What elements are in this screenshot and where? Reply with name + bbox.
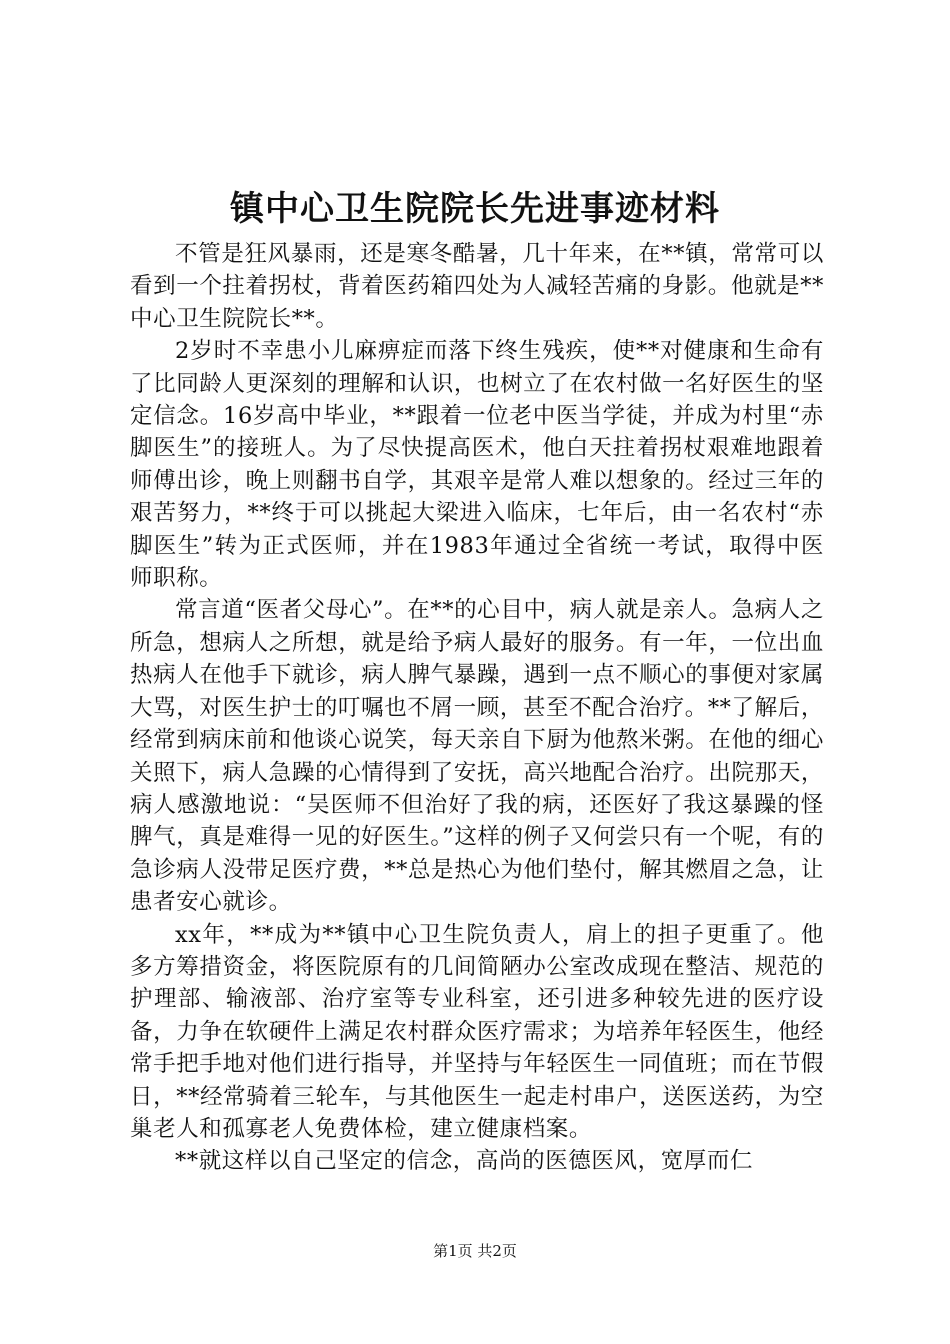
document-body — [130, 238, 824, 1178]
paragraph-conclusion: **就这样以自己坚定的信念，高尚的医德医风，宽厚而仁 — [175, 1148, 754, 1175]
page-footer: 第1页 共2页 — [433, 1242, 517, 1260]
paragraph-hospital-leadership: xx年，**成为**镇中心卫生院负责人，肩上的担子更重了。他多方筹措资金，将医院原有的几间简陋办公室改成现在整洁、规范的护理部、输液部、治疗室等专业科室，还引进多种较先进的医疗设备，力争在软硬件上满足农村群众医疗需求；为培养年轻医生，他经常手把手地对他们进行指导，并坚持与年轻医生一同值班；而在节假日，**经常骑着三轮车，与其他医生一起走村串户，送医送药，为空巢老人和孤寡老人免费体检，建立健康档案。 — [130, 921, 824, 1142]
document-title: 镇中心卫生院院长先进事迹材料 — [230, 189, 720, 229]
paragraph-intro: 不管是狂风暴雨，还是寒冬酷暑，几十年来，在**镇，常常可以看到一个拄着拐杖，背着医药箱四处为人减轻苦痛的身影。他就是**中心卫生院院长**。 — [130, 241, 824, 332]
paragraph-early-life: 2岁时不幸患小儿麻痹症而落下终生残疾，使**对健康和生命有了比同龄人更深刻的理解和认识，也树立了在农村做一名好医生的坚定信念。16岁高中毕业，**跟着一位老中医当学徒，并成为村里“赤脚医生”的接班人。为了尽快提高医术，他白天拄着拐杖艰难地跟着师傅出诊，晚上则翻书自学，其艰辛是常人难以想象的。经过三年的艰苦努力，**终于可以挑起大梁进入临床，七年后，由一名农村“赤脚医生”转为正式医师，并在1983年通过全省统一考试，取得中医师职称。 — [130, 338, 824, 592]
paragraph-patient-care: 常言道“医者父母心”。在**的心目中，病人就是亲人。急病人之所急，想病人之所想，就是给予病人最好的服务。有一年，一位出血热病人在他手下就诊，病人脾气暴躁，遇到一点不顺心的事便对家属大骂，对医生护士的叮嘱也不屑一顾，甚至不配合治疗。**了解后，经常到病床前和他谈心说笑，每天亲自下厨为他熬米粥。在他的细心关照下，病人急躁的心情得到了安抚，高兴地配合治疗。出院那天，病人感激地说：“吴医师不但治好了我的病，还医好了我这暴躁的怪脾气，真是难得一见的好医生。”这样的例子又何尝只有一个呢，有的急诊病人没带足医疗费，**总是热心为他们垫付，解其燃眉之急，让患者安心就诊。 — [130, 597, 824, 916]
